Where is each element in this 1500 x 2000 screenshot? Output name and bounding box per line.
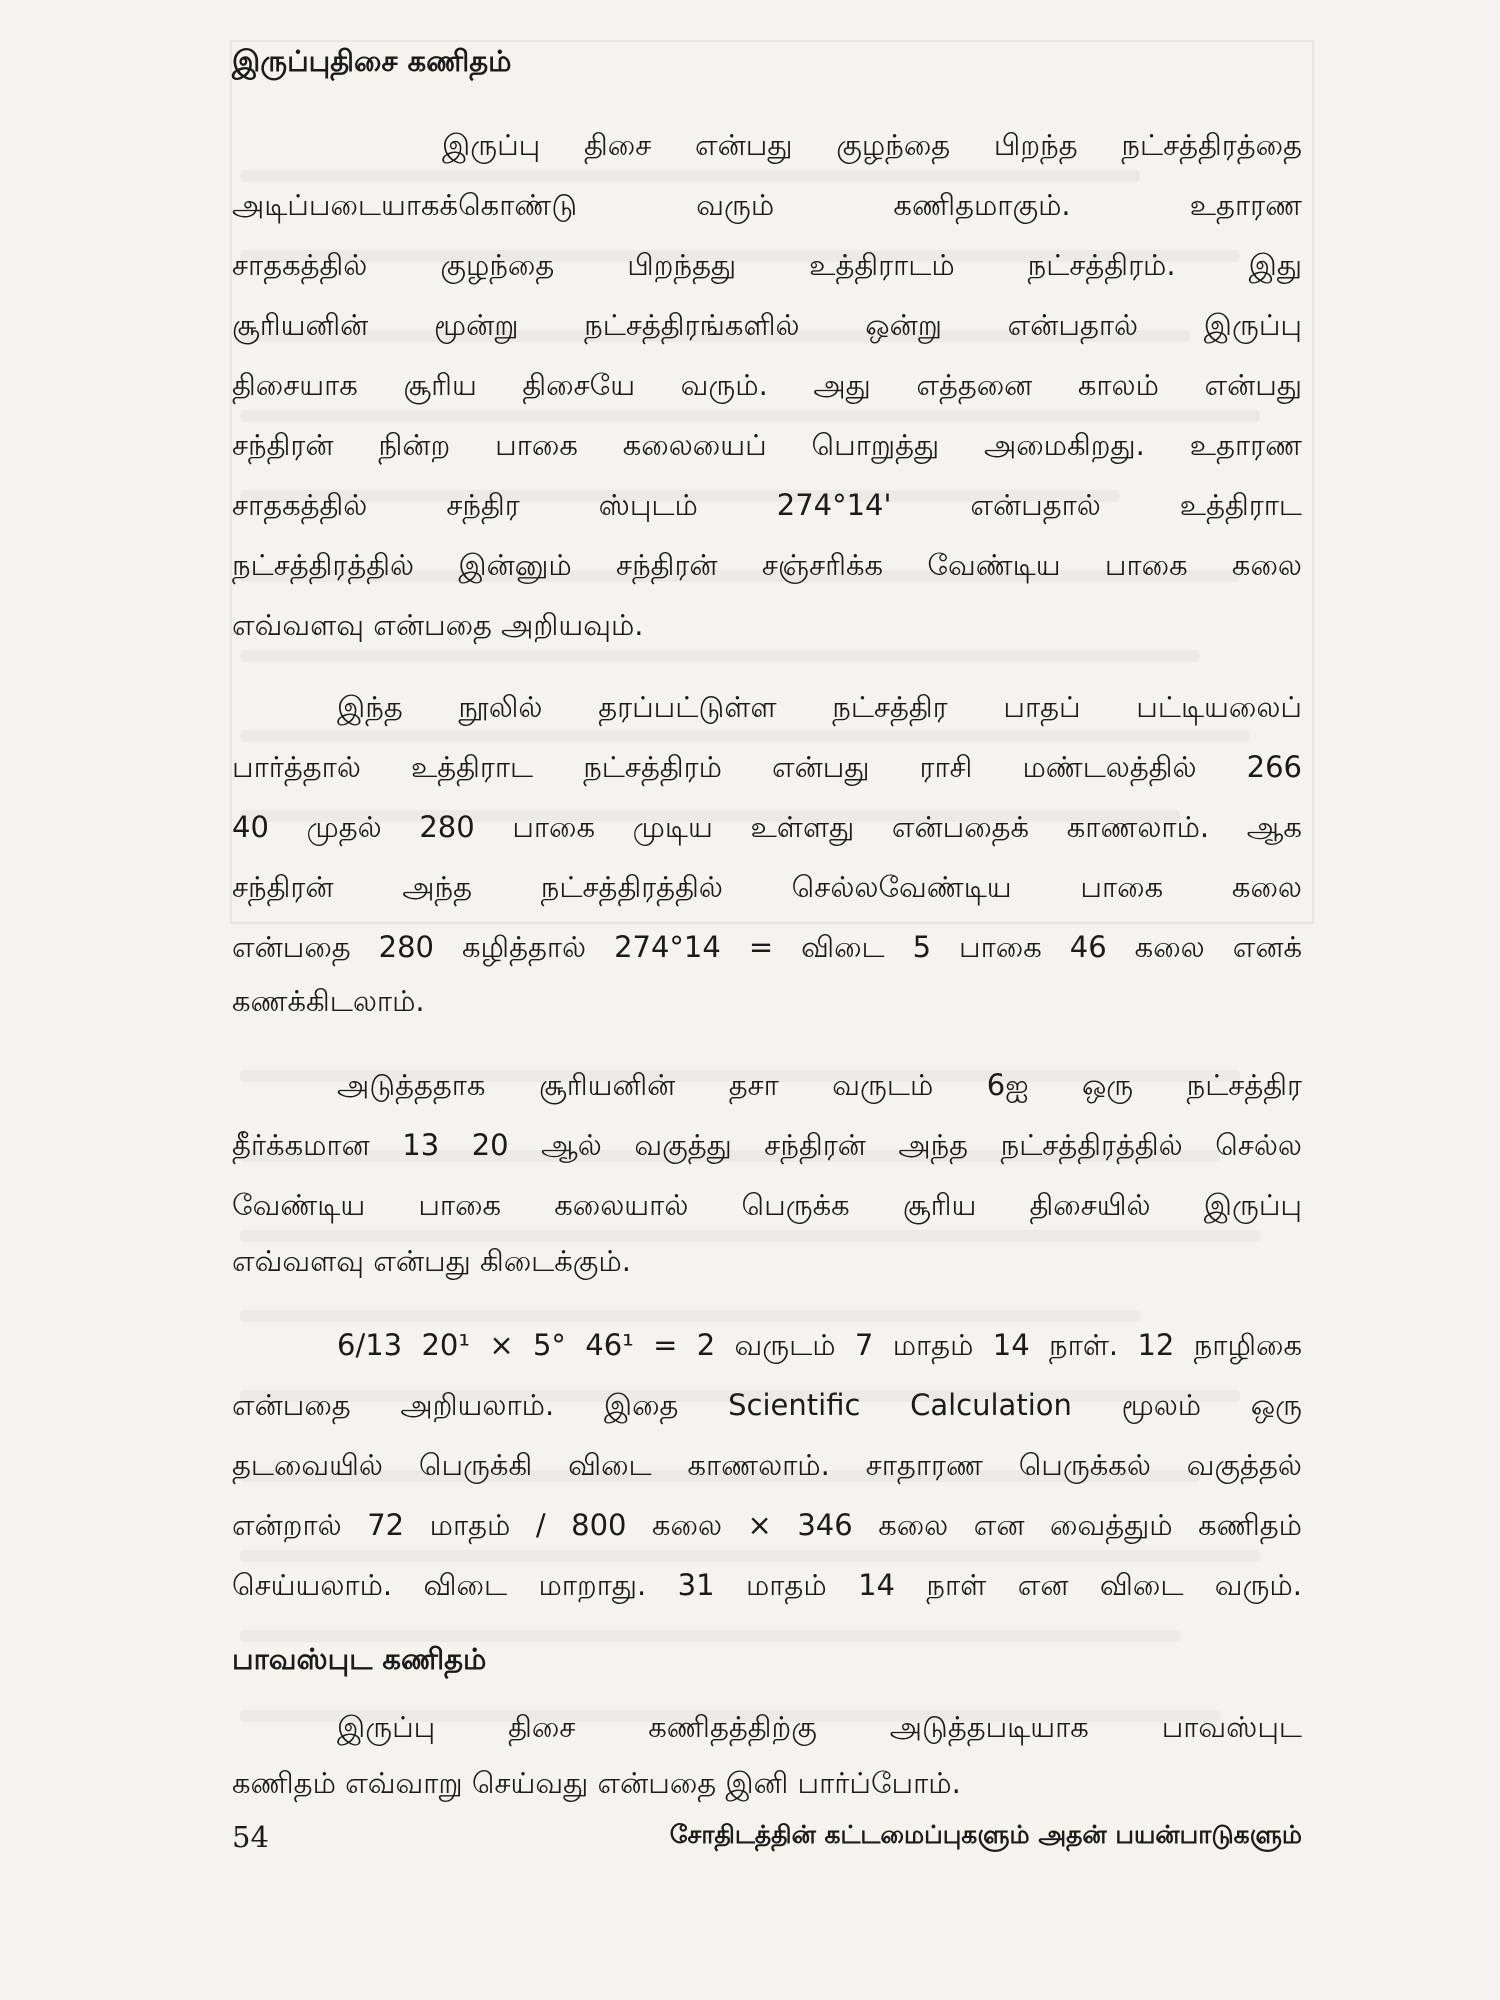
paragraph-3-line-1: அடுத்ததாக சூரியனின் தசா வருடம் 6ஐ ஒரு நட்சத்திர: [337, 1068, 1302, 1102]
section-heading-iruppu-thisai: இருப்புதிசை கணிதம்: [232, 44, 512, 78]
paragraph-1-line-1: இருப்பு திசை என்பது குழந்தை பிறந்த நட்சத்திரத்தை: [442, 128, 1302, 162]
paragraph-1-line-2: அடிப்படையாகக்கொண்டு வரும் கணிதமாகும். உதாரண: [232, 188, 1302, 222]
section2-paragraph-line-2: கணிதம் எவ்வாறு செய்வது என்பதை இனி பார்ப்போம்.: [232, 1766, 961, 1800]
paragraph-4-line-4: என்றால் 72 மாதம் / 800 கலை × 346 கலை என வைத்தும் கணிதம்: [232, 1508, 1302, 1542]
paragraph-1-line-8: நட்சத்திரத்தில் இன்னும் சந்திரன் சஞ்சரிக்க வேண்டிய பாகை கலை: [232, 548, 1302, 582]
paragraph-2-line-1: இந்த நூலில் தரப்பட்டுள்ள நட்சத்திர பாதப் பட்டியலைப்: [337, 690, 1302, 724]
paragraph-3-line-2: தீர்க்கமான 13 20 ஆல் வகுத்து சந்திரன் அந்த நட்சத்திரத்தில் செல்ல: [232, 1128, 1302, 1162]
paragraph-1-line-4: சூரியனின் மூன்று நட்சத்திரங்களில் ஒன்று என்பதால் இருப்பு: [232, 308, 1302, 342]
paragraph-1-line-9: எவ்வளவு என்பதை அறியவும்.: [232, 608, 644, 642]
section2-paragraph-line-1: இருப்பு திசை கணிதத்திற்கு அடுத்தபடியாக பாவஸ்புட: [337, 1710, 1302, 1744]
paragraph-2-line-5: என்பதை 280 கழித்தால் 274°14 = விடை 5 பாகை 46 கலை எனக்: [232, 930, 1302, 964]
paragraph-3-line-4: எவ்வளவு என்பது கிடைக்கும்.: [232, 1244, 631, 1278]
paragraph-3-line-3: வேண்டிய பாகை கலையால் பெருக்க சூரிய திசையில் இருப்பு: [232, 1188, 1302, 1222]
paragraph-4-line-2: என்பதை அறியலாம். இதை Scientific Calculation மூலம் ஒரு: [232, 1388, 1302, 1422]
paragraph-1-line-6: சந்திரன் நின்ற பாகை கலையைப் பொறுத்து அமைகிறது. உதாரண: [232, 428, 1302, 462]
paragraph-1-line-3: சாதகத்தில் குழந்தை பிறந்தது உத்திராடம் நட்சத்திரம். இது: [232, 248, 1302, 282]
paragraph-2-line-4: சந்திரன் அந்த நட்சத்திரத்தில் செல்லவேண்டிய பாகை கலை: [232, 870, 1302, 904]
paragraph-2-line-3: 40 முதல் 280 பாகை முடிய உள்ளது என்பதைக் காணலாம். ஆக: [232, 810, 1302, 844]
paragraph-4-line-3: தடவையில் பெருக்கி விடை காணலாம். சாதாரண பெருக்கல் வகுத்தல்: [232, 1448, 1302, 1482]
page-number: 54: [232, 1820, 269, 1854]
paragraph-2-line-2: பார்த்தால் உத்திராட நட்சத்திரம் என்பது ராசி மண்டலத்தில் 266: [232, 750, 1302, 784]
paragraph-4-line-1: 6/13 20¹ × 5° 46¹ = 2 வருடம் 7 மாதம் 14 நாள். 12 நாழிகை: [337, 1328, 1302, 1362]
paragraph-1-line-5: திசையாக சூரிய திசையே வரும். அது எத்தனை காலம் என்பது: [232, 368, 1302, 402]
paragraph-1-line-7: சாதகத்தில் சந்திர ஸ்புடம் 274°14' என்பதால் உத்திராட: [232, 488, 1302, 522]
section-heading-bhava-sphuta: பாவஸ்புட கணிதம்: [232, 1642, 487, 1676]
paragraph-4-line-5: செய்யலாம். விடை மாறாது. 31 மாதம் 14 நாள் என விடை வரும்.: [232, 1568, 1302, 1602]
paragraph-2-line-6: கணக்கிடலாம்.: [232, 984, 425, 1018]
running-footer-title: சோதிடத்தின் கட்டமைப்புகளும் அதன் பயன்பாடுகளும்: [669, 1820, 1302, 1849]
